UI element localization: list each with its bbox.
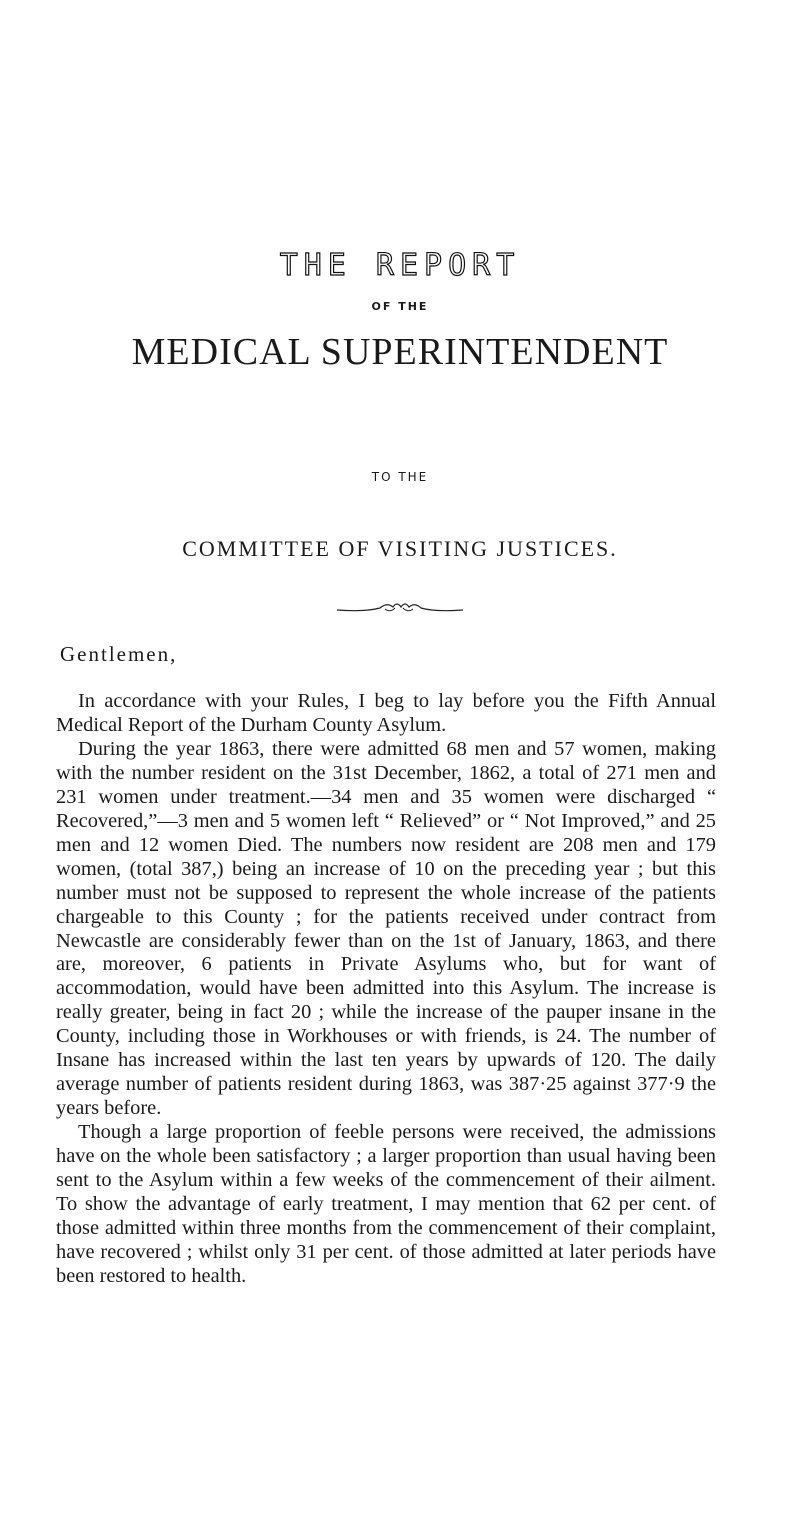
paragraph-admissions: Though a large proportion of feeble persons were received, the admissions have on the whole been satisfactory ; a larger proportion than usual having been sent to the Asylum within a few weeks of the commencement of their ailment. To show the advantage of early treatment, I may mention that 62 per cent. of those admitted within three months from the commencement of their complaint, have recovered ; whilst only 31 per cent. of those admitted at later periods have been restored to health. (56, 1121, 716, 1287)
ornament-flourish-icon (335, 598, 465, 618)
salutation: Gentlemen, (60, 642, 178, 666)
committee-heading: COMMITTEE OF VISITING JUSTICES. (182, 536, 618, 561)
report-title (0, 248, 800, 283)
report-title-text: THE REPORT (279, 248, 521, 283)
headline: MEDICAL SUPERINTENDENT (131, 331, 669, 373)
to-the-label: TO THE (371, 470, 429, 484)
report-body (56, 690, 716, 1289)
paragraph-statistics: During the year 1863, there were admitted 68 men and 57 women, making with the number resident on the 31st December, 1862, a total of 271 men and 231 women under treatment.—34 men and 35 women were discharged “ Recovered,”—3 men and 5 women left “ Relieved” or “ Not Improved,” and 25 men and 12 women Died. The numbers now resident are 208 men and 179 women, (total 387,) being an increase of 10 on the preceding year ; but this number must not be supposed to represent the whole increase of the patients chargeable to this County ; for the patients received under contract from Newcastle are considerably fewer than on the 1st of January, 1863, and there are, moreover, 6 patients in Private Asylums who, but for want of accommodation, would have been admitted into this Asylum. The increase is really greater, being in fact 20 ; while the increase of the pauper insane in the County, including those in Workhouses or with friends, is 24. The number of Insane has increased within the last ten years by upwards of 120. The daily average number of patients resident during 1863, was 387·25 against 377·9 the years before. (56, 737, 716, 1120)
paragraph-intro: In accordance with your Rules, I beg to lay before you the Fifth Annual Medical Report of the Durham County Asylum. (56, 690, 716, 736)
of-the-label: OF THE (371, 300, 429, 313)
